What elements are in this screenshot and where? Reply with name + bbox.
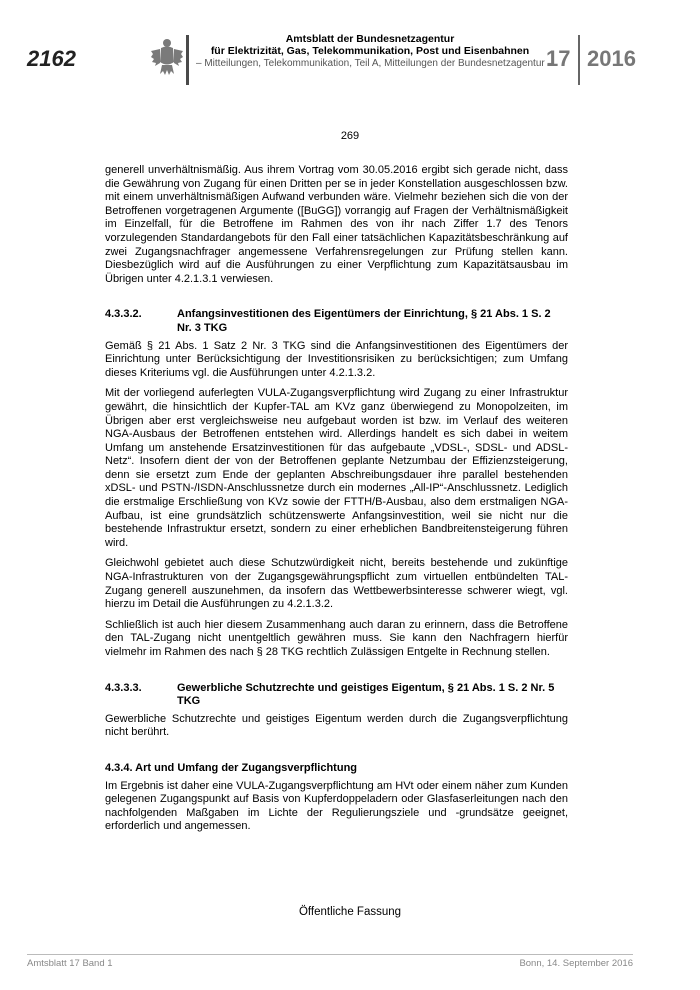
paragraph: Im Ergebnis ist daher eine VULA-Zugangsverpflichtung am HVt oder einem näher zum Kunden gelegenen Zugangspunkt auf Basis von Kupferdoppeladern oder Glasfaserleitungen nach den nachfolgenden Maßgaben im Lichte der Regulierungsziele und -grundsätze geeignet, erforderlich und angemessen. xyxy=(105,779,568,833)
paragraph: Gleichwohl gebietet auch diese Schutzwürdigkeit nicht, bereits bestehende und zukünftige NGA-Infrastrukturen von der Zugangsgewährungspflicht zum virtuellen entbündelten TAL-Zugang generell auszunehmen, da insofern das Wettbewerbsinteresse schwerer wiegt, vgl. hierzu im Detail die Ausführungen zu 4.2.1.3.2. xyxy=(105,557,568,611)
intro-paragraph: generell unverhältnismäßig. Aus ihrem Vortrag vom 30.05.2016 ergibt sich gerade nicht, dass die Gewährung von Zugang für einen Dritten per se in jeder Konstellation ausgeschlossen bzw. mit einem unverhältnismäßigen Aufwand verbunden wäre. Vielmehr beziehen sich die von der Betroffenen vorgetragenen Argumente ([BuGG]) vorrangig auf Fragen der Verhältnismäßigkeit im Einzelfall, für die Betroffene im Rahmen des von ihr nach Ziffer 1.7 des Tenors vorzulegenden Standardangebots für den Fall einer tatsächlichen Kapazitätsbeschränkung auf zwei Zugangsnachfrager angemessene Verfahrensregelungen zur Prüfung stellen kann. Diesbezüglich wird auf die Ausführungen zu einer Verpflichtung zum Kapazitätsausbau im Übrigen unter 4.2.1.3.1 verwiesen. xyxy=(105,164,568,285)
journal-subtitle: – Mitteilungen, Telekommunikation, Teil A, Mitteilungen der Bundesnetzagentur – xyxy=(196,58,554,69)
federal-eagle-icon xyxy=(150,36,184,76)
section-title: Anfangsinvestitionen des Eigentümers der Einrichtung, § 21 Abs. 1 S. 2 Nr. 3 TKG xyxy=(177,308,551,334)
footer-volume: Amtsblatt 17 Band 1 xyxy=(27,958,113,969)
internal-page-number: 269 xyxy=(340,130,360,142)
section-number: 4.3.3.2. xyxy=(105,308,142,321)
section-title: Gewerbliche Schutzrechte und geistiges Eigentum, § 21 Abs. 1 S. 2 Nr. 5 TKG xyxy=(177,681,555,708)
journal-title-line2: für Elektrizität, Gas, Telekommunikation, Post und Eisenbahnen xyxy=(210,45,530,57)
paragraph: Gemäß § 21 Abs. 1 Satz 2 Nr. 3 TKG sind die Anfangsinvestitionen des Eigentümers der Einrichtung unter Berücksichtigung der Investitionsrisiken zu berücksichtigen; zum Umfang dieses Kriteriums vgl. die Ausführungen unter 4.2.1.3.2. xyxy=(105,339,568,379)
journal-title xyxy=(200,33,540,57)
footer-divider xyxy=(27,954,633,955)
paragraph: Schließlich ist auch hier diesem Zusammenhang auch daran zu erinnern, dass die Betroffene den TAL-Zugang nicht unentgeltlich gewähren muss. Sie kann den Nachfragern hierfür vielmehr im Rahmen des nach § 28 TKG rechtlich Zulässigen Entgelte in Rechnung stellen. xyxy=(105,618,568,658)
journal-title-line1: Amtsblatt der Bundesnetzagentur xyxy=(285,33,455,45)
section-number: 4.3.3.3. xyxy=(105,681,142,694)
paragraph: Gewerbliche Schutzrechte und geistiges Eigentum werden durch die Zugangsverpflichtung nicht berührt. xyxy=(105,712,568,739)
section-heading-4332 xyxy=(105,308,568,335)
section-heading-4333 xyxy=(105,682,568,709)
header-divider xyxy=(186,35,189,85)
issue-divider xyxy=(578,35,580,85)
section-heading-434: 4.3.4. Art und Umfang der Zugangsverpflichtung xyxy=(105,761,358,774)
issue-year: 2016 xyxy=(587,46,636,71)
public-version-label: Öffentliche Fassung xyxy=(298,906,402,918)
paragraph: Mit der vorliegend auferlegten VULA-Zugangsverpflichtung wird Zugang zu einer Infrastruktur gewährt, die hinsichtlich der Kupfer-TAL am KVz ganz überwiegend zu Monopolzeiten, im Übrigen aber erst vergleichsweise neu aufgebaut worden ist bzw. im Verlauf des weiteren NGA-Ausbaus der Betroffenen entstehen wird. Allerdings handelt es sich dabei in weitem Umfang um anstehende Ersatzinvestitionen für das aufgebaute „VDSL-, SDSL- und ADSL-Netz“. Insofern dient der von der Betroffenen geplante Netzumbau der Effizienzsteigerung, denn sie ersetzt zum Ende der geplanten Abschreibungsdauer ihre parallel bestehenden xDSL- und PSTN-/ISDN-Anschlussnetze durch ein modernes „All-IP“-Anschlussnetz. Lediglich die erstmalige Erschließung von KVz sowie der FTTH/B-Ausbau, also dem erstmaligen NGA-Aufbau, ist eine grundsätzlich schützenswerte Anfangsinvestition, weil sie nicht nur die bestehende Infrastruktur ersetzt, sondern zu einer erheblichen Bandbreitensteigerung führen wird. xyxy=(105,387,568,549)
page-number: 2162 xyxy=(27,46,76,71)
footer-date: Bonn, 14. September 2016 xyxy=(519,958,633,969)
issue-number: 17 xyxy=(546,46,571,71)
document-body xyxy=(105,164,568,841)
